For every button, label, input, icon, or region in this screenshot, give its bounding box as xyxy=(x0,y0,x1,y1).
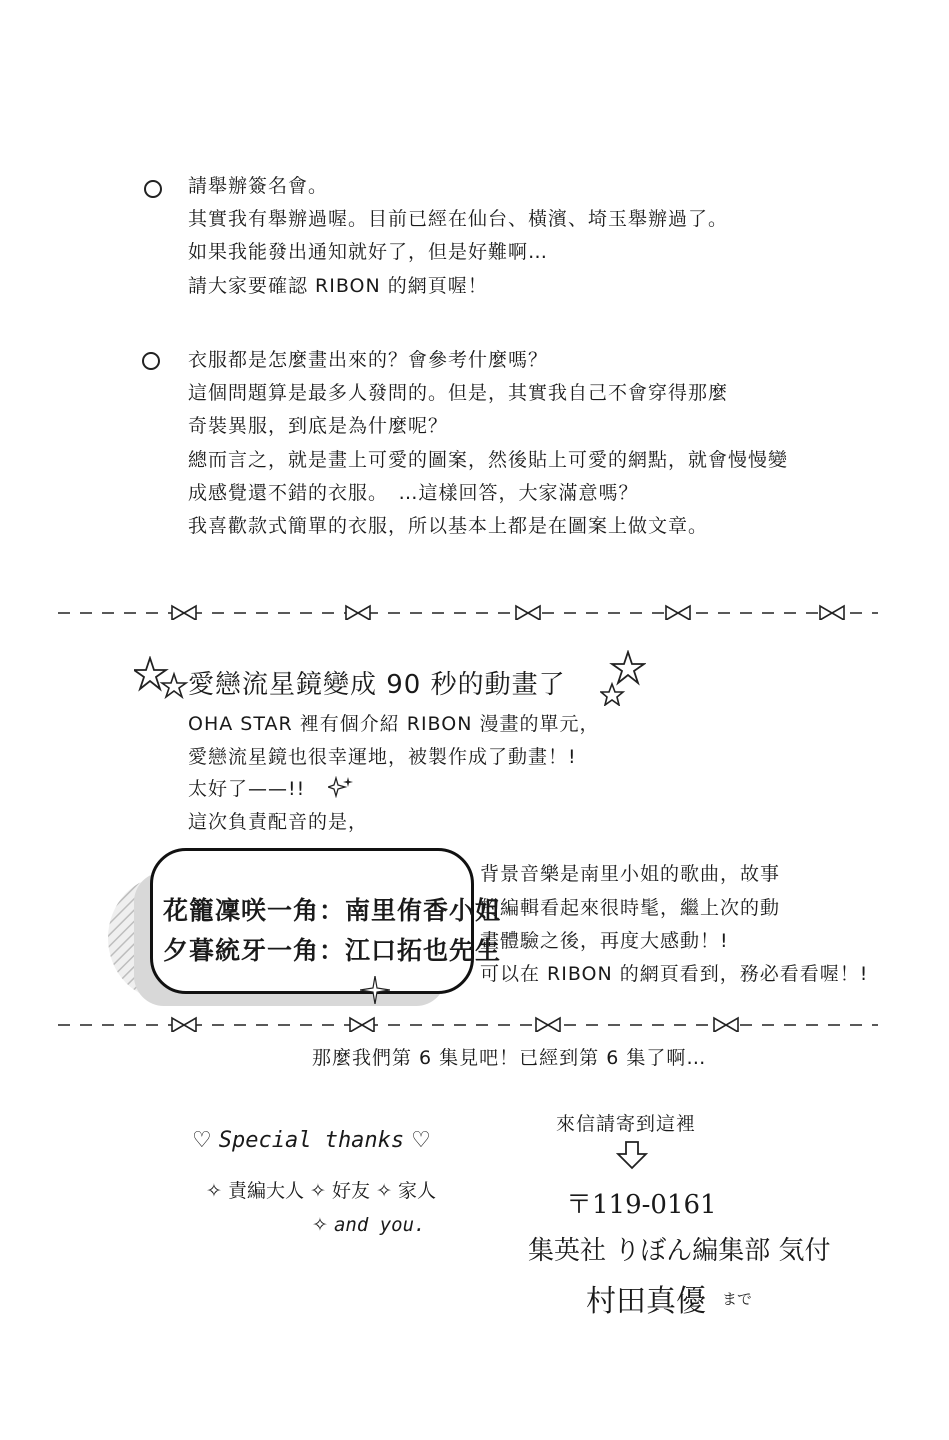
mail-address: 集英社 りぼん編集部 気付 xyxy=(528,1236,831,1266)
thanks-and-you: and you. xyxy=(333,1214,426,1236)
anime-title: 愛戀流星鏡變成 90 秒的動畫了 xyxy=(188,670,566,700)
thanks-title: Special thanks xyxy=(218,1128,405,1153)
ribbon-divider xyxy=(58,1016,878,1032)
mail-name: 村田真優 xyxy=(586,1284,706,1319)
arrow-down-icon xyxy=(616,1140,648,1170)
ribbon-divider xyxy=(58,604,878,620)
bullet-circle xyxy=(144,180,162,198)
qa2-answer-line: 這個問題算是最多人發問的。但是，其實我自己不會穿得那麼 xyxy=(188,382,729,404)
mail-postal: 〒119-0161 xyxy=(566,1190,717,1220)
anime-side-line: 可以在 RIBON 的網頁看到，務必看看喔！! xyxy=(480,963,869,985)
heart-icon: ♡ xyxy=(411,1128,431,1153)
star-icon xyxy=(600,650,646,706)
qa1-answer-line: 請大家要確認 RIBON 的網頁喔！ xyxy=(188,275,488,297)
qa1-question: 請舉辦簽名會。 xyxy=(188,175,329,197)
anime-side-line: 背景音樂是南里小姐的歌曲，故事 xyxy=(480,863,781,885)
diamond-icon: ✧ xyxy=(376,1180,392,1202)
thanks-item: 好友 xyxy=(332,1180,371,1202)
qa2-question: 衣服都是怎麼畫出來的？會參考什麼嗎？ xyxy=(188,349,549,371)
heart-icon: ♡ xyxy=(192,1128,212,1153)
thanks-you xyxy=(312,1214,425,1236)
cast-line: 夕暮統牙一角：江口拓也先生 xyxy=(163,936,502,965)
anime-side-line: 畫體驗之後，再度大感動！! xyxy=(480,930,729,952)
qa1-answer-line: 其實我有舉辦過喔。目前已經在仙台、橫濱、埼玉舉辦過了。 xyxy=(188,208,729,230)
thanks-list xyxy=(206,1176,436,1203)
thanks-item: 家人 xyxy=(398,1180,437,1202)
special-thanks xyxy=(192,1128,431,1153)
star-icon xyxy=(134,656,192,702)
anime-line: 愛戀流星鏡也很幸運地，被製作成了動畫！! xyxy=(188,746,577,768)
mail-suffix: まで xyxy=(722,1290,753,1308)
qa1-answer-line: 如果我能發出通知就好了，但是好難啊… xyxy=(188,241,549,263)
anime-line: 太好了——!! xyxy=(188,778,306,800)
anime-line: 這次負責配音的是， xyxy=(188,811,369,833)
anime-side-line: 的編輯看起來很時髦，繼上次的動 xyxy=(480,897,781,919)
thanks-item: 責編大人 xyxy=(227,1180,304,1202)
sparkle-icon xyxy=(360,976,390,1004)
sparkle-icon xyxy=(328,776,354,798)
qa2-answer-line: 成感覺還不錯的衣服。 …這樣回答，大家滿意嗎？ xyxy=(188,482,639,504)
mail-heading: 來信請寄到這裡 xyxy=(556,1113,697,1135)
bullet-circle xyxy=(142,352,160,370)
qa2-answer-line: 我喜歡款式簡單的衣服，所以基本上都是在圖案上做文章。 xyxy=(188,515,709,537)
qa2-answer-line: 奇裝異服，到底是為什麼呢？ xyxy=(188,415,449,437)
diamond-icon: ✧ xyxy=(312,1214,328,1236)
qa2-answer-line: 總而言之，就是畫上可愛的圖案，然後貼上可愛的網點，就會慢慢變 xyxy=(188,449,789,471)
voice-cast-box xyxy=(150,848,502,994)
cast-line: 花籠凜咲一角：南里侑香小姐 xyxy=(163,896,502,925)
farewell-text: 那麼我們第 6 集見吧！已經到第 6 集了啊… xyxy=(312,1047,707,1069)
diamond-icon: ✧ xyxy=(310,1180,326,1202)
diamond-icon: ✧ xyxy=(206,1180,222,1202)
anime-line: OHA STAR 裡有個介紹 RIBON 漫畫的單元， xyxy=(188,713,600,735)
